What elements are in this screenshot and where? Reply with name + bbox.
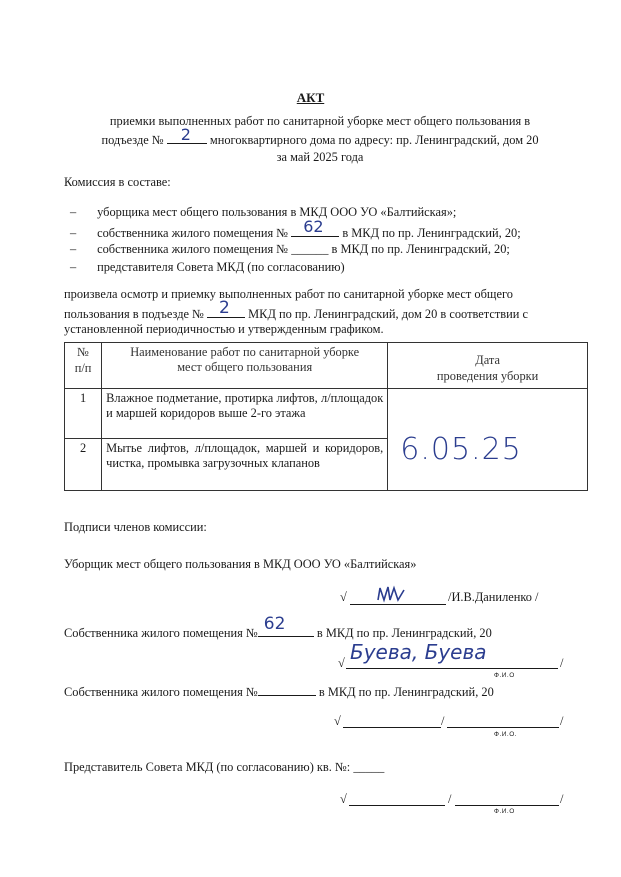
intro-line-1: приемки выполненных работ по санитарной уборке мест общего пользования в xyxy=(109,114,531,128)
header-date-line-1: Дата xyxy=(475,353,500,367)
owner2-fio-caption: Ф.И.О. xyxy=(494,731,518,738)
intro-line-2-post: многоквартирного дома по адресу: пр. Ленинградский, дом 20 xyxy=(209,133,539,147)
entrance-number-field xyxy=(167,125,207,144)
cleaner-signature-mark xyxy=(374,584,414,604)
inspection-line-2-pre: пользования в подъезде № xyxy=(64,307,204,321)
owner2-label-pre: Собственника жилого помещения № xyxy=(64,685,258,699)
member-4 xyxy=(70,260,345,276)
owner2-apartment-field xyxy=(258,683,316,696)
member-2-pre: собственника жилого помещения № xyxy=(97,226,289,240)
cleaner-name: /И.В.Даниленко / xyxy=(448,590,539,604)
table-header-row xyxy=(65,343,588,389)
header-date xyxy=(388,343,588,389)
member-dash: – xyxy=(70,242,77,256)
inspection-line-2 xyxy=(64,298,528,323)
member-3 xyxy=(70,242,510,258)
header-work-line-1: Наименование работ по санитарной уборке xyxy=(130,345,360,359)
representative-slash: / xyxy=(448,792,452,806)
entrance-number-handwritten: 2 xyxy=(180,125,191,144)
signatures-label: Подписи членов комиссии: xyxy=(64,520,207,534)
date-cell xyxy=(388,389,588,491)
owner2-label xyxy=(64,683,494,701)
owner1-label-pre: Собственника жилого помещения № xyxy=(64,626,258,640)
owner1-signature-line xyxy=(346,668,558,669)
member-2-post: в МКД по пр. Ленинградский, 20; xyxy=(342,226,521,240)
representative-label xyxy=(64,760,384,776)
member-2-apartment-field xyxy=(291,217,339,237)
member-1-text: уборщика мест общего пользования в МКД ООО УО «Балтийская»; xyxy=(97,205,457,219)
header-number xyxy=(65,343,102,389)
member-3-pre: собственника жилого помещения № xyxy=(97,242,289,256)
owner1-signature: Буева, Буева xyxy=(350,640,487,664)
representative-name-line xyxy=(455,805,559,806)
inspection-line-2-post: МКД по пр. Ленинградский, дом 20 в соответствии с xyxy=(248,307,528,321)
representative-label-text: Представитель Совета МКД (по согласованию) кв. №: xyxy=(64,760,351,774)
intro-line-2-pre: подъезде № xyxy=(101,133,164,147)
inspection-entrance-handwritten: 2 xyxy=(219,298,230,318)
owner1-check: √ xyxy=(338,656,345,670)
cleaner-label: Уборщик мест общего пользования в МКД ООО УО «Балтийская» xyxy=(64,557,417,571)
inspection-line-3: установленной периодичностью и утвержденным графиком. xyxy=(64,322,384,336)
member-2 xyxy=(70,217,521,242)
intro-line-3: за май 2025 года xyxy=(276,150,364,164)
member-dash: – xyxy=(70,226,77,240)
representative-slash-end: / xyxy=(560,792,564,806)
works-table xyxy=(64,342,588,491)
header-number-line-2: п/п xyxy=(74,360,92,375)
owner1-label-post: в МКД по пр. Ленинградский, 20 xyxy=(316,626,492,640)
owner1-slash: / xyxy=(560,656,564,670)
owner2-check: √ xyxy=(334,714,341,728)
header-date-line-2: проведения уборки xyxy=(436,368,539,383)
owner1-label xyxy=(64,614,492,642)
owner2-label-post: в МКД по пр. Ленинградский, 20 xyxy=(318,685,494,699)
header-work-line-2: мест общего пользования xyxy=(177,359,313,374)
representative-check: √ xyxy=(340,792,347,806)
row-2-number: 2 xyxy=(65,439,102,491)
owner2-slash-end: / xyxy=(560,714,564,728)
member-3-post: в МКД по пр. Ленинградский, 20; xyxy=(331,242,510,256)
member-dash: – xyxy=(70,260,77,274)
cleaner-check: √ xyxy=(340,590,347,604)
intro-line-2 xyxy=(40,125,600,149)
owner2-signature-line xyxy=(343,727,441,728)
date-handwritten: 6.05.25 xyxy=(400,432,522,467)
representative-signature-line xyxy=(349,805,445,806)
row-1-work: Влажное подметание, протирка лифтов, л/площадок и маршей коридоров выше 2-го этажа xyxy=(102,389,388,439)
member-4-text: представителя Совета МКД (по согласованию) xyxy=(97,260,345,274)
inspection-line-1: произвела осмотр и приемку выполненных работ по санитарной уборке мест общего xyxy=(64,287,513,301)
representative-blank: _____ xyxy=(353,760,385,774)
row-2-work: Мытье лифтов, л/площадок, маршей и коридоров, чистка, промывка загрузочных клапанов xyxy=(102,439,388,491)
header-number-line-1: № xyxy=(77,345,89,359)
cleaner-signature-line xyxy=(350,604,446,605)
row-1-number: 1 xyxy=(65,389,102,439)
owner1-apartment-handwritten: 62 xyxy=(263,614,286,634)
member-3-blank: ______ xyxy=(291,242,329,256)
owner1-fio-caption: Ф.И.О xyxy=(494,672,515,679)
member-1 xyxy=(70,205,456,221)
document-title: АКТ xyxy=(296,90,325,105)
member-dash: – xyxy=(70,205,77,219)
header-work xyxy=(102,343,388,389)
commission-label: Комиссия в составе: xyxy=(64,175,171,189)
inspection-entrance-field xyxy=(207,298,245,318)
owner2-slash: / xyxy=(441,714,445,728)
table-row xyxy=(65,389,588,439)
member-2-apartment-handwritten: 62 xyxy=(303,217,324,236)
owner2-name-line xyxy=(447,727,559,728)
owner1-apartment-field xyxy=(258,614,314,637)
representative-fio-caption: Ф.И.О xyxy=(494,808,515,815)
